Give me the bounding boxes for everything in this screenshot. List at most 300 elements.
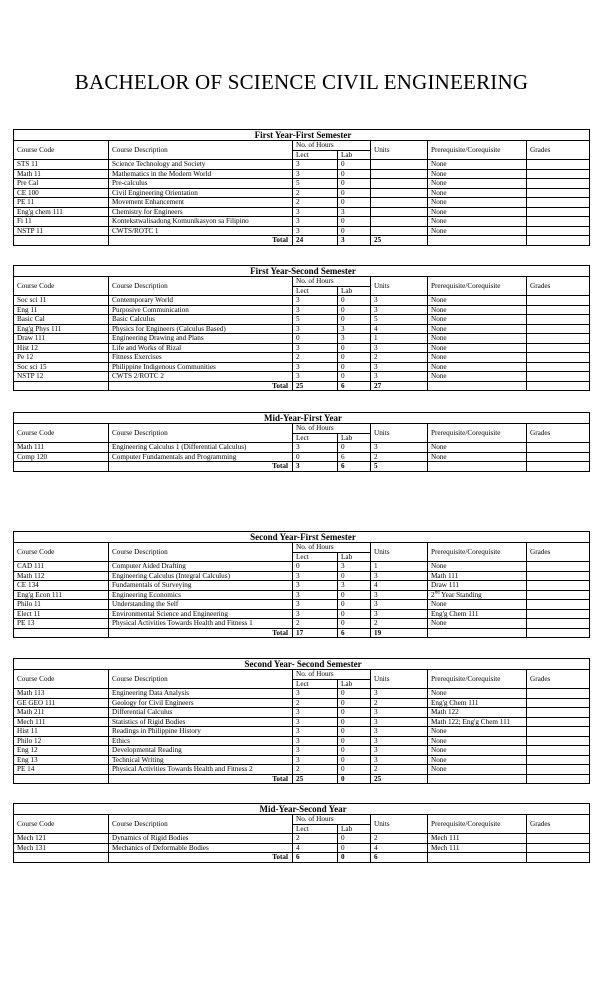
header-units: Units	[371, 815, 428, 834]
course-code: NSTP 12	[14, 372, 109, 382]
prerequisite: Math 111	[428, 571, 527, 581]
lab-hours: 0	[338, 590, 371, 600]
header-grades: Grades	[527, 424, 590, 443]
header-no-of-hours: No. of Hours	[293, 277, 371, 287]
total-lab: 0	[338, 853, 371, 863]
grades	[527, 362, 590, 372]
prerequisite: None	[428, 198, 527, 208]
course-code: Eng'g Econ 111	[14, 590, 109, 600]
lab-hours: 3	[338, 207, 371, 217]
header-course-code: Course Code	[14, 141, 109, 160]
course-description: Readings in Philippine History	[109, 727, 293, 737]
lect-hours: 3	[293, 343, 338, 353]
lab-hours: 0	[338, 305, 371, 315]
lect-hours: 2	[293, 188, 338, 198]
total-grades	[527, 628, 590, 638]
table-row	[14, 765, 590, 775]
grades	[527, 600, 590, 610]
lab-hours: 3	[338, 562, 371, 572]
grades	[527, 198, 590, 208]
units: 3	[371, 443, 428, 453]
prerequisite: None	[428, 765, 527, 775]
course-description: Statistics of Rigid Bodies	[109, 717, 293, 727]
units: 3	[371, 343, 428, 353]
lect-hours: 3	[293, 590, 338, 600]
lect-hours: 3	[293, 717, 338, 727]
semester-table	[13, 412, 590, 472]
header-no-of-hours: No. of Hours	[293, 424, 371, 434]
course-description: Life and Works of Rizal	[109, 343, 293, 353]
prerequisite: None	[428, 619, 527, 629]
units: 3	[371, 708, 428, 718]
lect-hours: 5	[293, 179, 338, 189]
lab-hours: 0	[338, 727, 371, 737]
course-description: Computer Fundamentals and Programming	[109, 452, 293, 462]
header-no-of-hours: No. of Hours	[293, 815, 371, 825]
header-course-code: Course Code	[14, 670, 109, 689]
header-prerequisite: Prerequisite/Corequisite	[428, 277, 527, 296]
table-row	[14, 160, 590, 170]
header-row	[14, 424, 590, 434]
header-row	[14, 543, 590, 553]
grades	[527, 843, 590, 853]
total-grades	[527, 381, 590, 391]
course-code: PE 13	[14, 619, 109, 629]
total-label: Total	[109, 628, 293, 638]
prerequisite: None	[428, 217, 527, 227]
lect-hours: 0	[293, 452, 338, 462]
table-row	[14, 581, 590, 591]
header-course-code: Course Code	[14, 543, 109, 562]
header-lect: Lect	[293, 286, 338, 296]
lab-hours: 0	[338, 296, 371, 306]
prerequisite: None	[428, 562, 527, 572]
units	[371, 226, 428, 236]
lab-hours: 0	[338, 188, 371, 198]
lect-hours: 3	[293, 571, 338, 581]
course-description: Kontekstwalisadong Komunikasyon sa Filipino	[109, 217, 293, 227]
course-code: Mech 121	[14, 834, 109, 844]
total-label: Total	[109, 462, 293, 472]
grades	[527, 689, 590, 699]
course-description: Civil Engineering Orientation	[109, 188, 293, 198]
units: 2	[371, 353, 428, 363]
lab-hours: 0	[338, 698, 371, 708]
prerequisite: 2nd Year Standing	[428, 590, 527, 600]
prerequisite: Eng'g Chem 111	[428, 609, 527, 619]
course-description: Physics for Engineers (Calculus Based)	[109, 324, 293, 334]
course-description: Fundamentals of Surveying	[109, 581, 293, 591]
table-row	[14, 343, 590, 353]
course-description: Physical Activities Towards Health and Fitness 1	[109, 619, 293, 629]
header-grades: Grades	[527, 141, 590, 160]
units: 2	[371, 619, 428, 629]
prerequisite: None	[428, 226, 527, 236]
units: 4	[371, 843, 428, 853]
course-description: Dynamics of Rigid Bodies	[109, 834, 293, 844]
total-prereq	[428, 381, 527, 391]
grades	[527, 619, 590, 629]
lab-hours: 0	[338, 834, 371, 844]
header-lect: Lect	[293, 679, 338, 689]
units: 3	[371, 372, 428, 382]
total-units: 5	[371, 462, 428, 472]
prerequisite: None	[428, 755, 527, 765]
total-row	[14, 236, 590, 246]
total-row	[14, 853, 590, 863]
lab-hours: 0	[338, 169, 371, 179]
lab-hours: 3	[338, 581, 371, 591]
lab-hours: 3	[338, 334, 371, 344]
table-row	[14, 443, 590, 453]
grades	[527, 609, 590, 619]
course-code: Basic Cal	[14, 315, 109, 325]
grades	[527, 746, 590, 756]
lect-hours: 3	[293, 746, 338, 756]
total-units: 25	[371, 236, 428, 246]
prerequisite: None	[428, 188, 527, 198]
prerequisite: None	[428, 727, 527, 737]
lab-hours: 0	[338, 362, 371, 372]
course-code: PE 14	[14, 765, 109, 775]
lab-hours: 6	[338, 452, 371, 462]
units	[371, 188, 428, 198]
prerequisite: None	[428, 179, 527, 189]
semester-title: First Year-First Semester	[14, 130, 590, 141]
course-description: Mathematics in the Modern World	[109, 169, 293, 179]
table-row	[14, 353, 590, 363]
total-units: 6	[371, 853, 428, 863]
course-description: Engineering Calculus 1 (Differential Calculus)	[109, 443, 293, 453]
table-row	[14, 590, 590, 600]
prerequisite: Mech 111	[428, 843, 527, 853]
total-lab: 3	[338, 236, 371, 246]
lect-hours: 3	[293, 372, 338, 382]
course-description: Movement Enhancement	[109, 198, 293, 208]
lab-hours: 0	[338, 315, 371, 325]
header-course-description: Course Description	[109, 424, 293, 443]
total-spacer	[14, 853, 109, 863]
course-description: CWTS/ROTC 1	[109, 226, 293, 236]
units: 1	[371, 562, 428, 572]
lect-hours: 3	[293, 296, 338, 306]
units: 3	[371, 590, 428, 600]
total-lect: 17	[293, 628, 338, 638]
header-lab: Lab	[338, 679, 371, 689]
header-grades: Grades	[527, 815, 590, 834]
total-label: Total	[109, 381, 293, 391]
course-description: Pre-calculus	[109, 179, 293, 189]
lect-hours: 3	[293, 600, 338, 610]
course-code: CE 134	[14, 581, 109, 591]
total-lect: 6	[293, 853, 338, 863]
grades	[527, 581, 590, 591]
grades	[527, 324, 590, 334]
grades	[527, 305, 590, 315]
units: 3	[371, 600, 428, 610]
header-lab: Lab	[338, 150, 371, 160]
header-course-description: Course Description	[109, 141, 293, 160]
units: 3	[371, 717, 428, 727]
header-row	[14, 815, 590, 825]
table-row	[14, 689, 590, 699]
grades	[527, 343, 590, 353]
table-row	[14, 571, 590, 581]
header-units: Units	[371, 670, 428, 689]
units: 3	[371, 571, 428, 581]
grades	[527, 717, 590, 727]
grades	[527, 296, 590, 306]
table-row	[14, 708, 590, 718]
lect-hours: 3	[293, 362, 338, 372]
lab-hours: 0	[338, 689, 371, 699]
prerequisite: None	[428, 600, 527, 610]
course-code: Eng 12	[14, 746, 109, 756]
prerequisite: None	[428, 343, 527, 353]
total-lab: 6	[338, 462, 371, 472]
total-spacer	[14, 381, 109, 391]
prerequisite: None	[428, 443, 527, 453]
table-row	[14, 698, 590, 708]
semester-table	[13, 265, 590, 391]
prerequisite: None	[428, 169, 527, 179]
lect-hours: 3	[293, 443, 338, 453]
units: 3	[371, 305, 428, 315]
prerequisite: None	[428, 160, 527, 170]
lect-hours: 2	[293, 834, 338, 844]
total-prereq	[428, 236, 527, 246]
header-lect: Lect	[293, 433, 338, 443]
total-grades	[527, 853, 590, 863]
table-row	[14, 717, 590, 727]
prerequisite: None	[428, 207, 527, 217]
total-prereq	[428, 462, 527, 472]
header-units: Units	[371, 277, 428, 296]
total-grades	[527, 236, 590, 246]
table-row	[14, 609, 590, 619]
units	[371, 207, 428, 217]
header-row	[14, 141, 590, 151]
course-code: Math 111	[14, 443, 109, 453]
units: 3	[371, 362, 428, 372]
grades	[527, 334, 590, 344]
prerequisite: None	[428, 746, 527, 756]
grades	[527, 834, 590, 844]
header-lab: Lab	[338, 824, 371, 834]
units: 3	[371, 755, 428, 765]
units: 3	[371, 689, 428, 699]
prerequisite: Math 122; Eng'g Chem 111	[428, 717, 527, 727]
header-units: Units	[371, 543, 428, 562]
header-no-of-hours: No. of Hours	[293, 670, 371, 680]
grades	[527, 207, 590, 217]
semester-table	[13, 803, 590, 863]
header-lect: Lect	[293, 150, 338, 160]
total-row	[14, 381, 590, 391]
semester-table	[13, 531, 590, 638]
total-grades	[527, 462, 590, 472]
lect-hours: 2	[293, 198, 338, 208]
table-row	[14, 562, 590, 572]
lab-hours: 0	[338, 619, 371, 629]
header-no-of-hours: No. of Hours	[293, 543, 371, 553]
total-row	[14, 774, 590, 784]
course-code: Math 11	[14, 169, 109, 179]
course-description: Engineering Economics	[109, 590, 293, 600]
course-code: Hist 12	[14, 343, 109, 353]
course-code: Comp 120	[14, 452, 109, 462]
grades	[527, 217, 590, 227]
lab-hours: 0	[338, 571, 371, 581]
header-prerequisite: Prerequisite/Corequisite	[428, 543, 527, 562]
table-row	[14, 169, 590, 179]
lect-hours: 0	[293, 562, 338, 572]
lect-hours: 2	[293, 698, 338, 708]
total-lab: 6	[338, 628, 371, 638]
total-spacer	[14, 236, 109, 246]
course-code: Soc sci 11	[14, 296, 109, 306]
course-description: Philippine Indigenous Communities	[109, 362, 293, 372]
header-lect: Lect	[293, 552, 338, 562]
lab-hours: 0	[338, 198, 371, 208]
table-row	[14, 619, 590, 629]
units: 5	[371, 315, 428, 325]
course-code: STS 11	[14, 160, 109, 170]
lab-hours: 3	[338, 324, 371, 334]
course-code: Philo 11	[14, 600, 109, 610]
prerequisite: None	[428, 296, 527, 306]
table-row	[14, 834, 590, 844]
prerequisite: Eng'g Chem 111	[428, 698, 527, 708]
prerequisite: None	[428, 334, 527, 344]
lect-hours: 3	[293, 581, 338, 591]
lab-hours: 0	[338, 353, 371, 363]
prerequisite: None	[428, 362, 527, 372]
course-code: GE GEO 111	[14, 698, 109, 708]
lect-hours: 3	[293, 160, 338, 170]
units: 3	[371, 296, 428, 306]
lab-hours: 0	[338, 765, 371, 775]
prerequisite: None	[428, 305, 527, 315]
header-no-of-hours: No. of Hours	[293, 141, 371, 151]
grades	[527, 562, 590, 572]
lect-hours: 3	[293, 226, 338, 236]
table-row	[14, 207, 590, 217]
total-lect: 25	[293, 381, 338, 391]
lect-hours: 3	[293, 207, 338, 217]
course-code: Mech 111	[14, 717, 109, 727]
lect-hours: 3	[293, 609, 338, 619]
total-prereq	[428, 774, 527, 784]
table-row	[14, 179, 590, 189]
course-description: Contemporary World	[109, 296, 293, 306]
grades	[527, 765, 590, 775]
units	[371, 198, 428, 208]
grades	[527, 226, 590, 236]
prerequisite: None	[428, 353, 527, 363]
header-units: Units	[371, 141, 428, 160]
course-code: Elect 11	[14, 609, 109, 619]
lab-hours: 0	[338, 843, 371, 853]
lect-hours: 2	[293, 353, 338, 363]
table-row	[14, 315, 590, 325]
total-row	[14, 462, 590, 472]
lect-hours: 3	[293, 708, 338, 718]
total-lab: 0	[338, 774, 371, 784]
table-row	[14, 188, 590, 198]
semester-title: Second Year-First Semester	[14, 532, 590, 543]
grades	[527, 353, 590, 363]
lect-hours: 3	[293, 324, 338, 334]
units: 2	[371, 698, 428, 708]
total-prereq	[428, 628, 527, 638]
lect-hours: 4	[293, 843, 338, 853]
units: 3	[371, 736, 428, 746]
header-prerequisite: Prerequisite/Corequisite	[428, 141, 527, 160]
total-lect: 24	[293, 236, 338, 246]
course-code: CE 100	[14, 188, 109, 198]
table-row	[14, 736, 590, 746]
prerequisite: None	[428, 689, 527, 699]
lab-hours: 0	[338, 755, 371, 765]
prerequisite: None	[428, 736, 527, 746]
course-description: Physical Activities Towards Health and Fitness 2	[109, 765, 293, 775]
header-units: Units	[371, 424, 428, 443]
table-row	[14, 746, 590, 756]
course-description: Basic Calculus	[109, 315, 293, 325]
course-description: Environmental Science and Engineering	[109, 609, 293, 619]
course-code: NSTP 11	[14, 226, 109, 236]
lab-hours: 0	[338, 600, 371, 610]
prerequisite: Mech 111	[428, 834, 527, 844]
header-grades: Grades	[527, 670, 590, 689]
semester-title: Mid-Year-First Year	[14, 413, 590, 424]
lab-hours: 0	[338, 746, 371, 756]
lect-hours: 2	[293, 765, 338, 775]
units	[371, 179, 428, 189]
header-lab: Lab	[338, 552, 371, 562]
document-title: BACHELOR OF SCIENCE CIVIL ENGINEERING	[74, 70, 529, 94]
total-units: 27	[371, 381, 428, 391]
lect-hours: 3	[293, 305, 338, 315]
course-description: Science Technology and Society	[109, 160, 293, 170]
course-code: Hist 11	[14, 727, 109, 737]
lab-hours: 0	[338, 160, 371, 170]
lab-hours: 0	[338, 736, 371, 746]
total-lect: 25	[293, 774, 338, 784]
lect-hours: 5	[293, 315, 338, 325]
course-code: Eng'g Phys 111	[14, 324, 109, 334]
course-code: CAD 111	[14, 562, 109, 572]
prerequisite: None	[428, 372, 527, 382]
grades	[527, 160, 590, 170]
course-code: Math 113	[14, 689, 109, 699]
total-units: 25	[371, 774, 428, 784]
grades	[527, 590, 590, 600]
total-label: Total	[109, 853, 293, 863]
lect-hours: 0	[293, 334, 338, 344]
units: 1	[371, 334, 428, 344]
prerequisite: None	[428, 452, 527, 462]
lab-hours: 0	[338, 226, 371, 236]
prerequisite: Draw 111	[428, 581, 527, 591]
table-row	[14, 296, 590, 306]
lab-hours: 0	[338, 708, 371, 718]
grades	[527, 443, 590, 453]
table-row	[14, 843, 590, 853]
header-course-code: Course Code	[14, 424, 109, 443]
lab-hours: 0	[338, 372, 371, 382]
